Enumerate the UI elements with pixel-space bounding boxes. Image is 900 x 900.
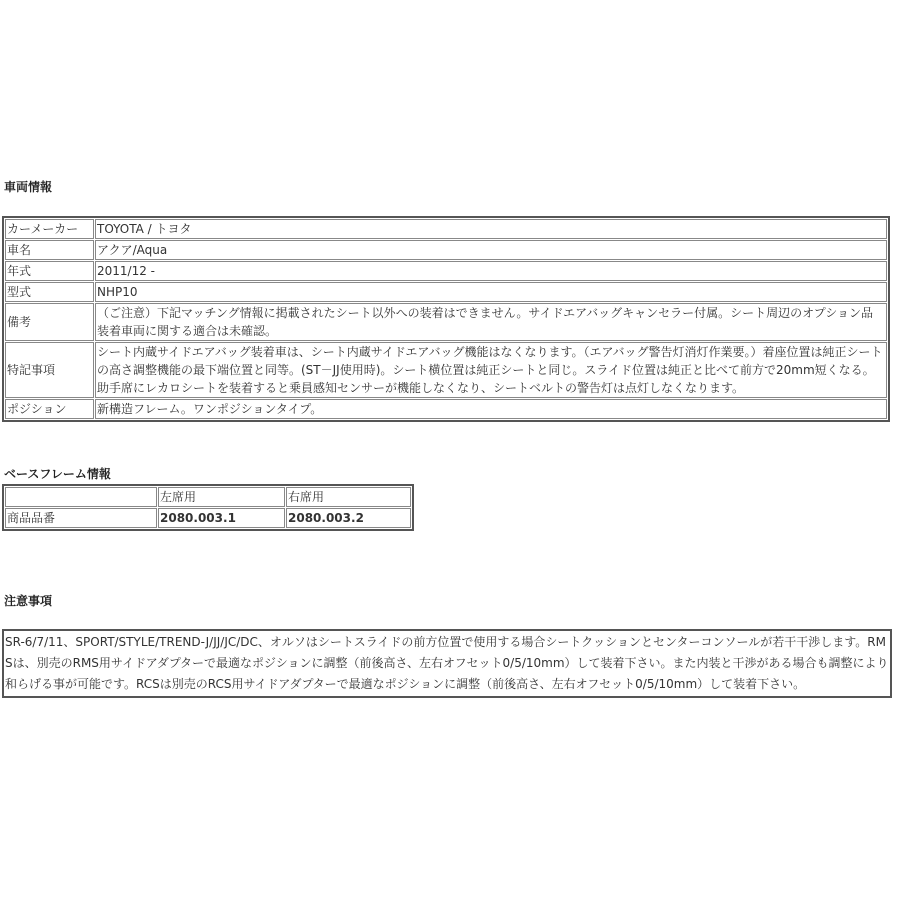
vehicle-info-heading: 車両情報 (4, 180, 53, 194)
position-label: ポジション (5, 399, 94, 419)
year-value: 2011/12 - (95, 261, 887, 281)
table-row (5, 342, 887, 398)
notes-text: SR-6/7/11、SPORT/STYLE/TREND-J/JJ/JC/DC、オルソはシートスライドの前方位置で使用する場合シートクッションとセンターコンソールが若干干渉します。RMSは、別売のRMS用サイドアダプターで最適なポジションに調整（前後高さ、左右オフセット0/5/10mm）して装着下さい。また内装と干渉がある場合も調整により和らげる事が可能です。RCSは別売のRCS用サイドアダプターで最適なポジションに調整（前後高さ、左右オフセット0/5/10mm）して装着下さい。 (2, 629, 892, 698)
table-row (5, 219, 887, 239)
maker-value: TOYOTA / トヨタ (95, 219, 887, 239)
base-frame-heading: ベースフレーム情報 (4, 467, 111, 481)
base-frame-table (2, 484, 414, 531)
special-notes-label: 特記事項 (5, 342, 94, 398)
table-row (5, 282, 887, 302)
right-seat-header: 右席用 (286, 487, 411, 507)
table-row (5, 508, 411, 528)
remarks-value: （ご注意）下記マッチング情報に掲載されたシート以外への装着はできません。サイドエアバッグキャンセラー付属。シート周辺のオプション品装着車両に関する適合は未確認。 (95, 303, 887, 341)
table-row (5, 487, 411, 507)
table-row (5, 240, 887, 260)
model-code-value: NHP10 (95, 282, 887, 302)
maker-label: カーメーカー (5, 219, 94, 239)
header-empty-cell (5, 487, 157, 507)
year-label: 年式 (5, 261, 94, 281)
right-part-number: 2080.003.2 (286, 508, 411, 528)
car-name-value: アクア/Aqua (95, 240, 887, 260)
left-seat-header: 左席用 (158, 487, 285, 507)
model-code-label: 型式 (5, 282, 94, 302)
table-row (5, 303, 887, 341)
vehicle-info-table (2, 216, 890, 422)
table-row (5, 261, 887, 281)
position-value: 新構造フレーム。ワンポジションタイプ。 (95, 399, 887, 419)
special-notes-value: シート内蔵サイドエアバッグ装着車は、シート内蔵サイドエアバッグ機能はなくなります。（エアバッグ警告灯消灯作業要。）着座位置は純正シートの高さ調整機能の最下端位置と同等。(ST－JJ使用時)。シート横位置は純正シートと同じ。スライド位置は純正と比べて前方で20mm短くなる。助手席にレカロシートを装着すると乗員感知センサーが機能しなくなり、シートベルトの警告灯は点灯しなくなります。 (95, 342, 887, 398)
car-name-label: 車名 (5, 240, 94, 260)
part-number-label: 商品品番 (5, 508, 157, 528)
notes-heading: 注意事項 (4, 594, 53, 608)
left-part-number: 2080.003.1 (158, 508, 285, 528)
remarks-label: 備考 (5, 303, 94, 341)
table-row (5, 399, 887, 419)
